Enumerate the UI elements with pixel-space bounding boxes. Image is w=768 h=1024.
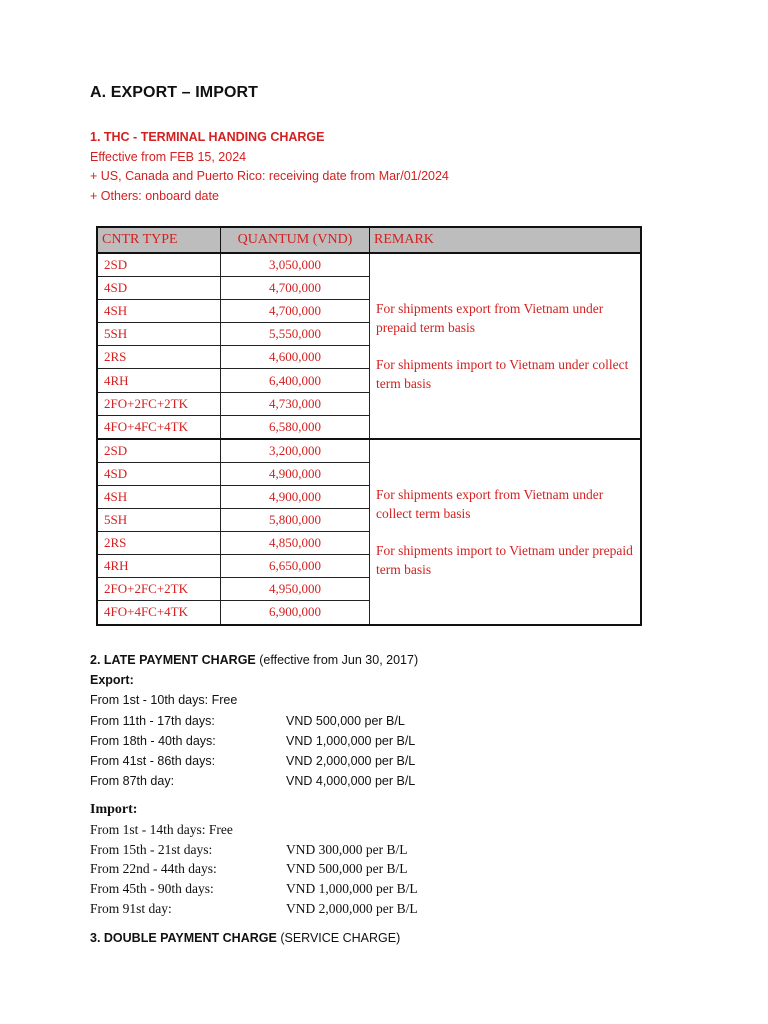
quantum-cell: 5,550,000	[221, 323, 370, 346]
day-range: From 11th - 17th days:	[90, 713, 215, 728]
import-charge-row	[90, 879, 418, 899]
import-label: Import:	[90, 802, 138, 817]
day-range: From 15th - 21st days:	[90, 841, 213, 857]
remark-cell	[370, 253, 642, 439]
cntr-type-cell: 2SD	[97, 253, 221, 277]
charge-amount: VND 2,000,000 per B/L	[286, 754, 416, 769]
export-free-row: From 1st - 10th days: Free	[90, 693, 238, 708]
cntr-type-cell: 5SH	[97, 323, 221, 346]
export-charge-row	[90, 751, 418, 771]
day-range: From 41st - 86th days:	[90, 754, 216, 769]
charge-amount: VND 300,000 per B/L	[286, 841, 408, 857]
col-remark: REMARK	[370, 227, 642, 253]
thc-note-us: + US, Canada and Puerto Rico: receiving date from Mar/01/2024	[90, 169, 449, 183]
cntr-type-cell: 4FO+4FC+4TK	[97, 601, 221, 625]
cntr-type-cell: 2SD	[97, 439, 221, 463]
remark-import: For shipments import to Vietnam under prepaid term basis	[376, 542, 633, 577]
charge-amount: VND 4,000,000 per B/L	[286, 774, 416, 789]
quantum-cell: 6,400,000	[221, 369, 370, 392]
thc-note-others: + Others: onboard date	[90, 188, 219, 203]
thc-table	[96, 226, 642, 626]
charge-amount: VND 500,000 per B/L	[286, 861, 408, 877]
remark-export: For shipments export from Vietnam under collect term basis	[376, 486, 604, 521]
export-charge-row	[90, 771, 418, 791]
remark-export: For shipments export from Vietnam under prepaid term basis	[376, 300, 604, 335]
quantum-cell: 4,900,000	[221, 462, 370, 485]
quantum-cell: 6,900,000	[221, 601, 370, 625]
quantum-cell: 4,730,000	[221, 392, 370, 415]
cntr-type-cell: 4RH	[97, 555, 221, 578]
cntr-type-cell: 5SH	[97, 509, 221, 532]
quantum-cell: 3,050,000	[221, 253, 370, 277]
cntr-type-cell: 2FO+2FC+2TK	[97, 578, 221, 601]
remark-cell	[370, 439, 642, 625]
quantum-cell: 6,580,000	[221, 415, 370, 439]
cntr-type-cell: 4RH	[97, 369, 221, 392]
col-quantum: QUANTUM (VND)	[221, 227, 370, 253]
thc-intro	[90, 128, 449, 206]
remark-import: For shipments import to Vietnam under collect term basis	[376, 356, 629, 391]
cntr-type-cell: 4SH	[97, 300, 221, 323]
double-payment-heading: 3. DOUBLE PAYMENT CHARGE (SERVICE CHARGE)	[90, 931, 401, 945]
import-charge-row	[90, 859, 418, 879]
cntr-type-cell: 4FO+4FC+4TK	[97, 415, 221, 439]
cntr-type-cell: 2RS	[97, 532, 221, 555]
day-range: From 91st day:	[90, 900, 172, 916]
quantum-cell: 4,950,000	[221, 578, 370, 601]
quantum-cell: 4,700,000	[221, 277, 370, 300]
col-cntr-type: CNTR TYPE	[97, 227, 221, 253]
quantum-cell: 6,650,000	[221, 555, 370, 578]
import-section	[90, 800, 418, 919]
late-payment-section	[90, 650, 418, 791]
thc-table-header	[97, 227, 641, 253]
quantum-cell: 4,700,000	[221, 300, 370, 323]
quantum-cell: 4,900,000	[221, 485, 370, 508]
thc-heading: 1. THC - TERMINAL HANDING CHARGE	[90, 130, 325, 144]
quantum-cell: 4,600,000	[221, 346, 370, 369]
day-range: From 45th - 90th days:	[90, 881, 214, 897]
export-charge-row	[90, 711, 418, 731]
cntr-type-cell: 4SH	[97, 485, 221, 508]
table-row	[97, 439, 641, 463]
table-row	[97, 253, 641, 277]
charge-amount: VND 500,000 per B/L	[286, 713, 405, 728]
day-range: From 22nd - 44th days:	[90, 861, 217, 877]
cntr-type-cell: 2FO+2FC+2TK	[97, 392, 221, 415]
import-charge-row	[90, 840, 418, 860]
export-label: Export:	[90, 673, 134, 688]
charge-amount: VND 1,000,000 per B/L	[286, 881, 418, 897]
cntr-type-cell: 4SD	[97, 462, 221, 485]
thc-effective: Effective from FEB 15, 2024	[90, 149, 247, 164]
charge-amount: VND 1,000,000 per B/L	[286, 733, 416, 748]
cntr-type-cell: 2RS	[97, 346, 221, 369]
day-range: From 18th - 40th days:	[90, 733, 216, 748]
cntr-type-cell: 4SD	[97, 277, 221, 300]
charge-amount: VND 2,000,000 per B/L	[286, 900, 418, 916]
import-charge-row	[90, 899, 418, 919]
day-range: From 87th day:	[90, 774, 175, 789]
quantum-cell: 5,800,000	[221, 509, 370, 532]
quantum-cell: 4,850,000	[221, 532, 370, 555]
quantum-cell: 3,200,000	[221, 439, 370, 463]
export-charge-row	[90, 731, 418, 751]
import-free-row: From 1st - 14th days: Free	[90, 821, 233, 837]
section-title: A. EXPORT – IMPORT	[90, 84, 259, 101]
late-payment-heading: 2. LATE PAYMENT CHARGE (effective from Jun 30, 2017)	[90, 653, 419, 667]
